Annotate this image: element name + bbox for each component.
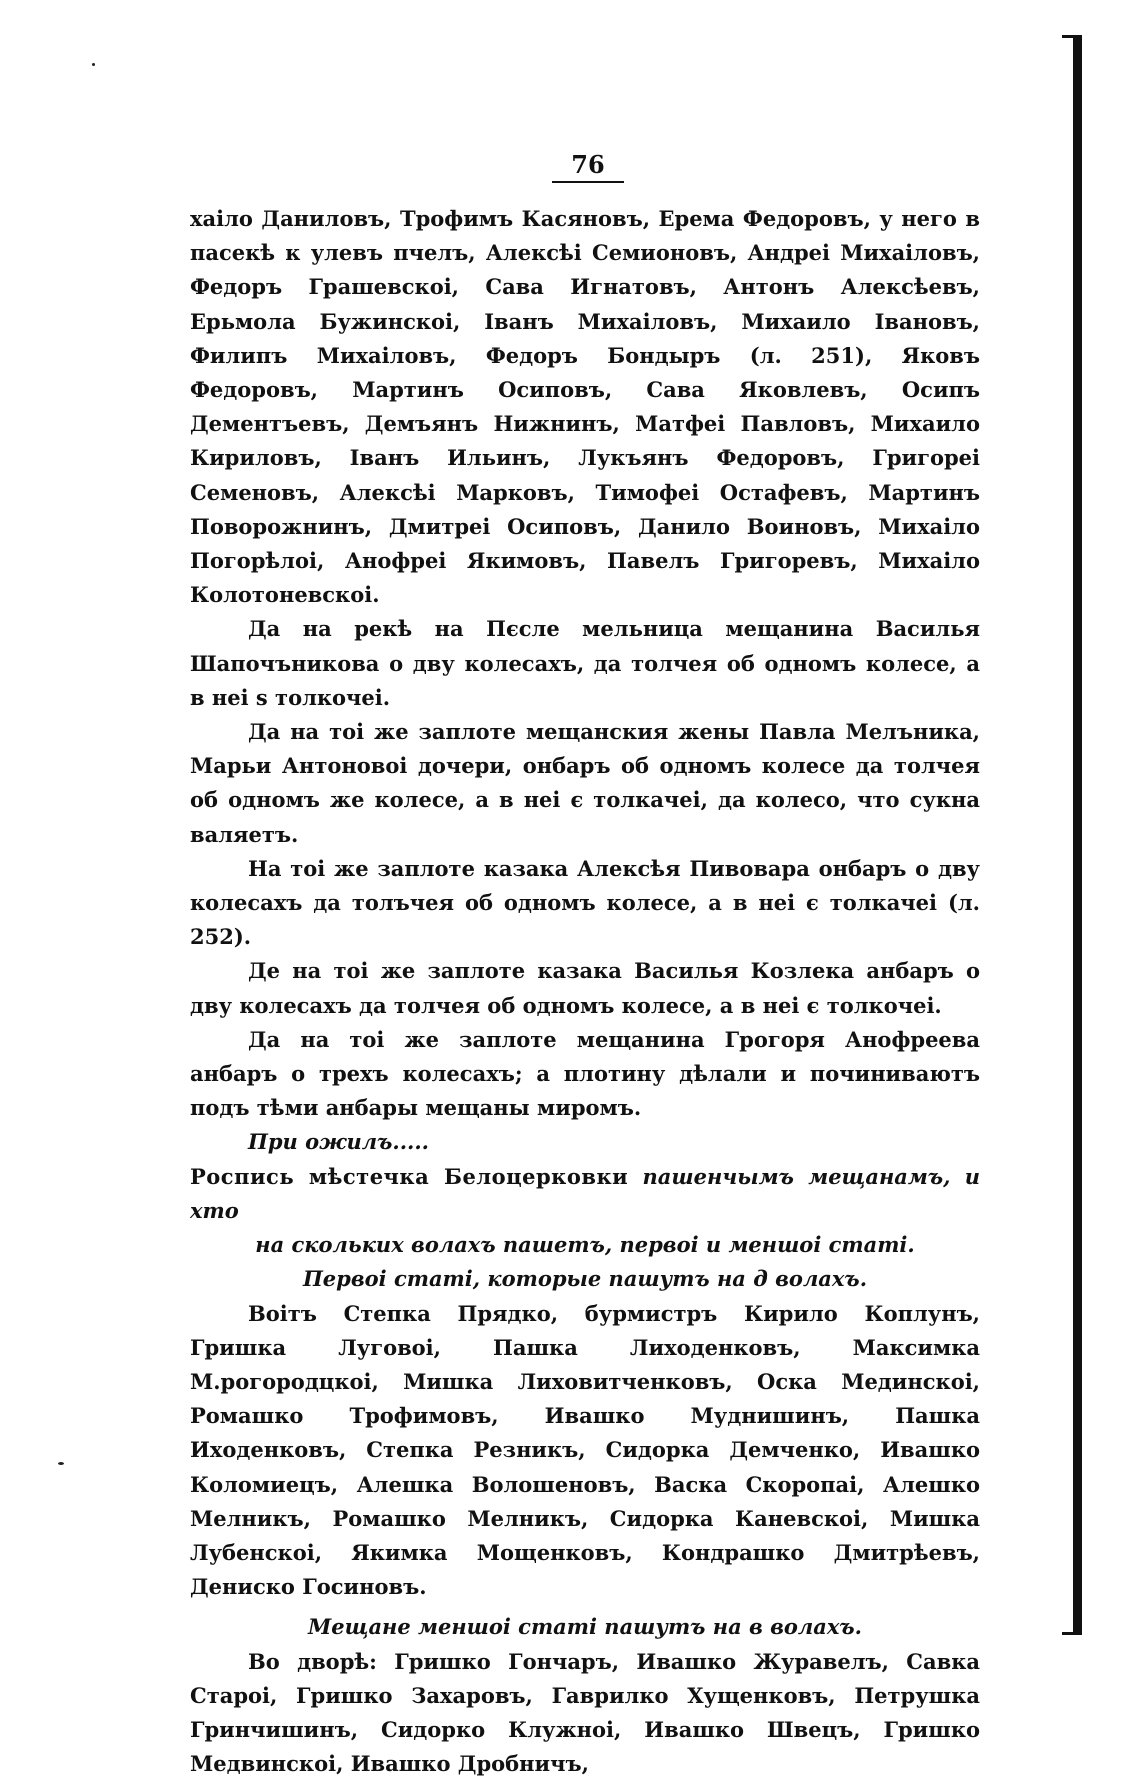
binding-edge-tick — [1062, 1632, 1074, 1635]
section-heading — [190, 1160, 980, 1228]
scan-speck — [92, 63, 95, 66]
subheading: Мещане меншоі статі пашутъ на в волахъ. — [308, 1614, 862, 1640]
paragraph: хаіло Даниловъ, Трофимъ Касяновъ, Ерема Федоровъ, у него в пасекѣ к улевъ пчелъ, Алексѣі Семионовъ, Андреі Михаіловъ, Федоръ Грашевскоі, Сава Игнатовъ, Антонъ Алексѣевъ, Ерьмола Бужинскоі, Іванъ Михаіловъ, Михаило Івановъ, Филипъ Михаіловъ, Федоръ Бондыръ (л. 251), Яковъ Федоровъ, Мартинъ Осиповъ, Сава Яковлевъ, Осипъ Дементъевъ, Демъянъ Нижнинъ, Матфеі Павловъ, Михаило Кириловъ, Іванъ Ильинъ, Лукъянъ Федоровъ, Григореі Семеновъ, Алексѣі Марковъ, Тимофеі Остафевъ, Мартинъ Поворожнинъ, Дмитреі Осиповъ, Данило Воиновъ, Михаіло Погорѣлоі, Анофреі Якимовъ, Павелъ Григоревъ, Михаіло Колотоневскоі. — [190, 206, 980, 608]
heading-bold-text: Роспись мѣстечка Белоцерковки — [190, 1163, 629, 1189]
paragraph: На тоі же заплоте казака Алексѣя Пивовара онбаръ о дву колесахъ да толъчея об одномъ колесе, а в неі є толкачеі (л. 252). — [190, 855, 980, 950]
paragraph: Де на тоі же заплоте казака Василья Козлека анбаръ о дву колесахъ да толчея об одномъ колесе, а в неі є толкочеі. — [190, 958, 980, 1018]
heading-italic-text: пашенчымъ мещанамъ, и хто — [190, 1163, 981, 1223]
paragraph: Да на рекѣ на Пєсле мельница мещанина Василья Шапочъникова о дву колесахъ, да толчея об одномъ колесе, а в неі ѕ толкочеі. — [190, 616, 980, 710]
binding-edge-line — [1073, 35, 1082, 1635]
paragraph: При ожилъ..... — [248, 1129, 429, 1155]
page-body — [190, 202, 980, 1781]
heading-italic-line: на скольких волахъ пашетъ, первоі и меншоі статі. — [255, 1232, 915, 1258]
paragraph: Да на тоі же заплоте мещанския жены Павла Мелъника, Марьи Антоновоі дочери, онбаръ об одномъ колесе да толчея об одномъ же колесе, а в неі є толкачеі, да колесо, что сукна валяетъ. — [190, 719, 980, 847]
page-number: 76 — [552, 150, 624, 183]
paragraph: Да на тоі же заплоте мещанина Грогоря Анофреева анбаръ о трехъ колесахъ; а плотину дѣлали и починиваютъ подъ тѣми анбары мещаны миромъ. — [190, 1026, 980, 1121]
binding-edge-tick — [1062, 35, 1074, 38]
paragraph: Во дворѣ: Гришко Гончаръ, Ивашко Журавелъ, Савка Староі, Гришко Захаровъ, Гаврилко Хущенковъ, Петрушка Гринчишинъ, Сидорко Клужноі, Ивашко Швецъ, Гришко Медвинскоі, Ивашко Дробничъ, — [190, 1648, 980, 1777]
paragraph: Воітъ Степка Прядко, бурмистръ Кирило Коплунъ, Гришка Луговоі, Пашка Лиходенковъ, Максимка М.рогородцкоі, Мишка Лиховитченковъ, Оска Мединскоі, Ромашко Трофимовъ, Ивашко Муднишинъ, Пашка Иходенковъ, Степка Резникъ, Сидорка Демченко, Ивашко Коломиецъ, Алешка Волошеновъ, Васка Скоропаі, Алешко Мелникъ, Ромашко Мелникъ, Сидорка Каневскоі, Мишка Лубенскоі, Якимка Мощенковъ, Кондрашко Дмитрѣевъ, Дениско Госиновъ. — [190, 1300, 980, 1600]
subheading: Первоі статі, которые пашутъ на д волахъ. — [302, 1266, 868, 1292]
scan-speck — [58, 1462, 64, 1465]
